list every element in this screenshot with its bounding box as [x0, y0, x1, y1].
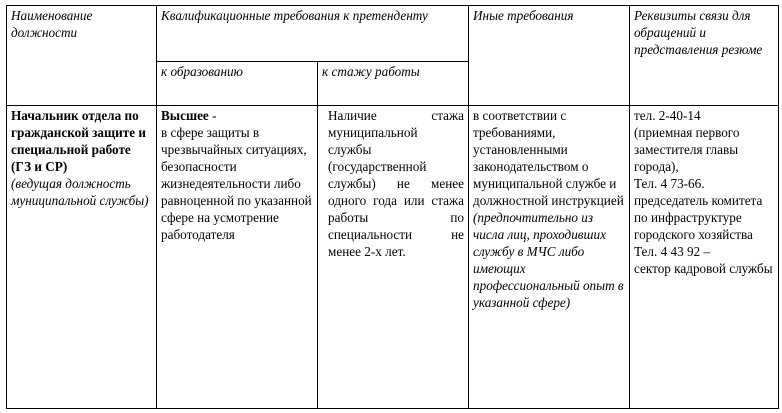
header-row-top	[7, 6, 779, 62]
education-detail: в сфере защиты в чрезвычайных ситуациях, безопасности жизнедеятельности либо равноценной по указанной сфере на усмотрение работодателя	[161, 125, 312, 242]
header-contacts	[630, 6, 779, 106]
education-heading	[161, 107, 313, 124]
header-contacts-text: Реквизиты связи для обращений и представления резюме	[634, 8, 763, 57]
contact-desc-2: председатель комитета по инфраструктуре городского хозяйства	[634, 193, 763, 242]
header-experience-text: к стажу работы	[322, 64, 420, 79]
contact-desc-3: сектор кадровой службы	[634, 261, 773, 276]
header-other	[469, 6, 630, 106]
other-note: (предпочтительно из числа лиц, проходивших службу в МЧС либо имеющих профессиональный опыт в указанной сфере)	[473, 210, 624, 310]
other-requirements: в соответствии с требованиями, установленными законодательством о муниципальной службе и должностной инструкцией	[473, 108, 624, 208]
contact-phone-1: тел. 2-40-14	[634, 108, 701, 123]
contact-phone-2: Тел. 4 73-66.	[634, 176, 705, 191]
contact-phone-3: Тел. 4 43 92 –	[634, 244, 711, 259]
education-dash: -	[208, 108, 217, 123]
contact-desc-1: (приемная первого заместителя главы города),	[634, 125, 740, 174]
experience-text: Наличие стажа муниципальной службы (государственной службы) не менее одного года или стажа работы по специальности не менее 2-х лет.	[328, 108, 464, 259]
header-position-text: Наименование должности	[11, 8, 93, 40]
vacancy-table	[6, 5, 779, 409]
cell-other	[469, 106, 630, 409]
header-experience	[318, 62, 469, 106]
header-education-text: к образованию	[161, 64, 243, 79]
cell-position	[7, 106, 157, 409]
cell-education	[157, 106, 318, 409]
header-qualification-text: Квалификационные требования к претенденту	[161, 8, 428, 23]
position-title: Начальник отдела по гражданской защите и специальной работе (ГЗ и СР)	[11, 108, 146, 174]
header-position	[7, 6, 157, 106]
position-note: (ведущая должность муниципальной службы)	[11, 176, 149, 208]
header-qualification	[157, 6, 469, 62]
header-other-text: Иные требования	[473, 8, 574, 23]
cell-experience	[318, 106, 469, 409]
cell-contacts	[630, 106, 779, 409]
table-row	[7, 106, 779, 409]
education-level: Высшее	[161, 108, 209, 123]
header-education	[157, 62, 318, 106]
